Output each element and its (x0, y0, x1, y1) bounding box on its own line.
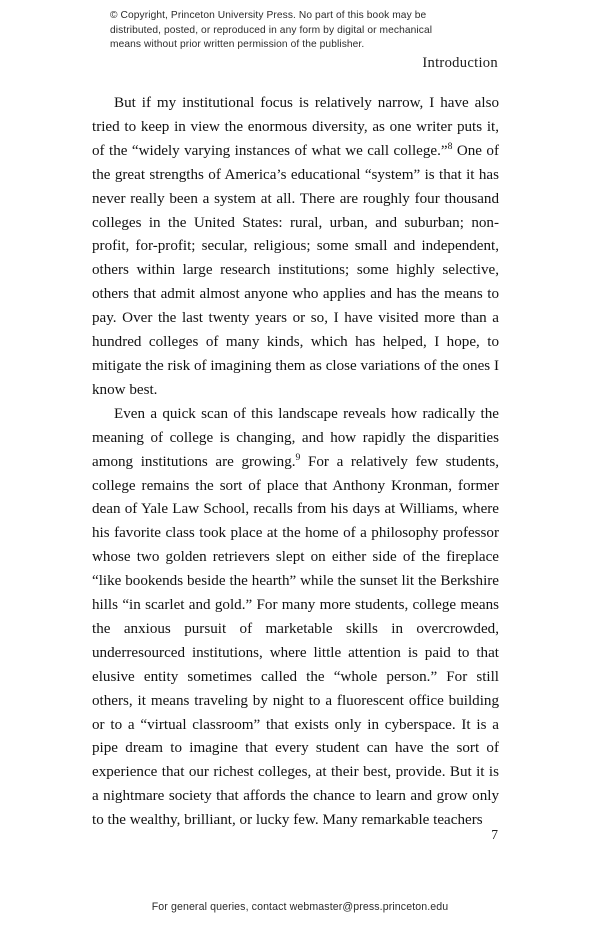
copyright-line-1: © Copyright, Princeton University Press. No part of this book may be (110, 10, 427, 21)
footnote-ref-8[interactable]: 8 (447, 140, 453, 152)
paragraph-1-text-a: But if my institutional focus is relatively narrow, I have also tried to keep in view the enormous diversity, as one writer puts it, of the “widely varying instances of what we call college.” (92, 95, 499, 159)
paragraph-1-text-b: One of the great strengths of America’s educational “system” is that it has never really been a system at all. There are roughly four thousand colleges in the United States: rural, urban, and suburban; non-profit, for-profit; secular, religious; some small and independent, others within large research institutions; some highly selective, others that admit almost anyone who applies and has the means to pay. Over the last twenty years or so, I have visited more than a hundred colleges of many kinds, which has helped, I hope, to mitigate the risk of imagining them as close variations of the ones I know best. (92, 142, 499, 398)
page-number: 7 (491, 827, 498, 842)
footnote-ref-9[interactable]: 9 (295, 451, 301, 463)
body-text-column (92, 92, 499, 833)
paragraph-2-text-b: For a relatively few students, college remains the sort of place that Anthony Kronman, former dean of Yale Law School, recalls from his days at Williams, where his favorite class took place at the home of a philosophy professor whose two golden retrievers slept on either side of the fireplace “like bookends beside the hearth” while the sunset lit the Berkshire hills “in scarlet and gold.” For many more students, college means the anxious pursuit of marketable skills in overcrowded, underresourced institutions, where little attention is paid to that elusive entity sometimes called the “whole person.” For still others, it means traveling by night to a fluorescent office building or to a “virtual classroom” that exists only in cyberspace. It is a pipe dream to imagine that every student can have the sort of experience that our richest colleges, at their best, provide. But it is a nightmare society that affords the chance to learn and grow only to the wealthy, brilliant, or lucky few. Many remarkable teachers (92, 453, 499, 829)
copyright-line-3: means without prior written permission of the publisher. (110, 39, 365, 51)
paragraph-2-text-a: Even a quick scan of this landscape reveals how radically the meaning of college is changing, and how rapidly the disparities among institutions are growing. (92, 405, 499, 470)
running-head: Introduction (422, 55, 498, 71)
copyright-notice (110, 9, 500, 53)
footer-query-line: For general queries, contact webmaster@press.princeton.edu (151, 901, 449, 913)
copyright-line-2: distributed, posted, or reproduced in any form by digital or mechanical (110, 24, 433, 36)
body-paragraph-1 (92, 92, 499, 403)
body-paragraph-2 (92, 403, 499, 833)
